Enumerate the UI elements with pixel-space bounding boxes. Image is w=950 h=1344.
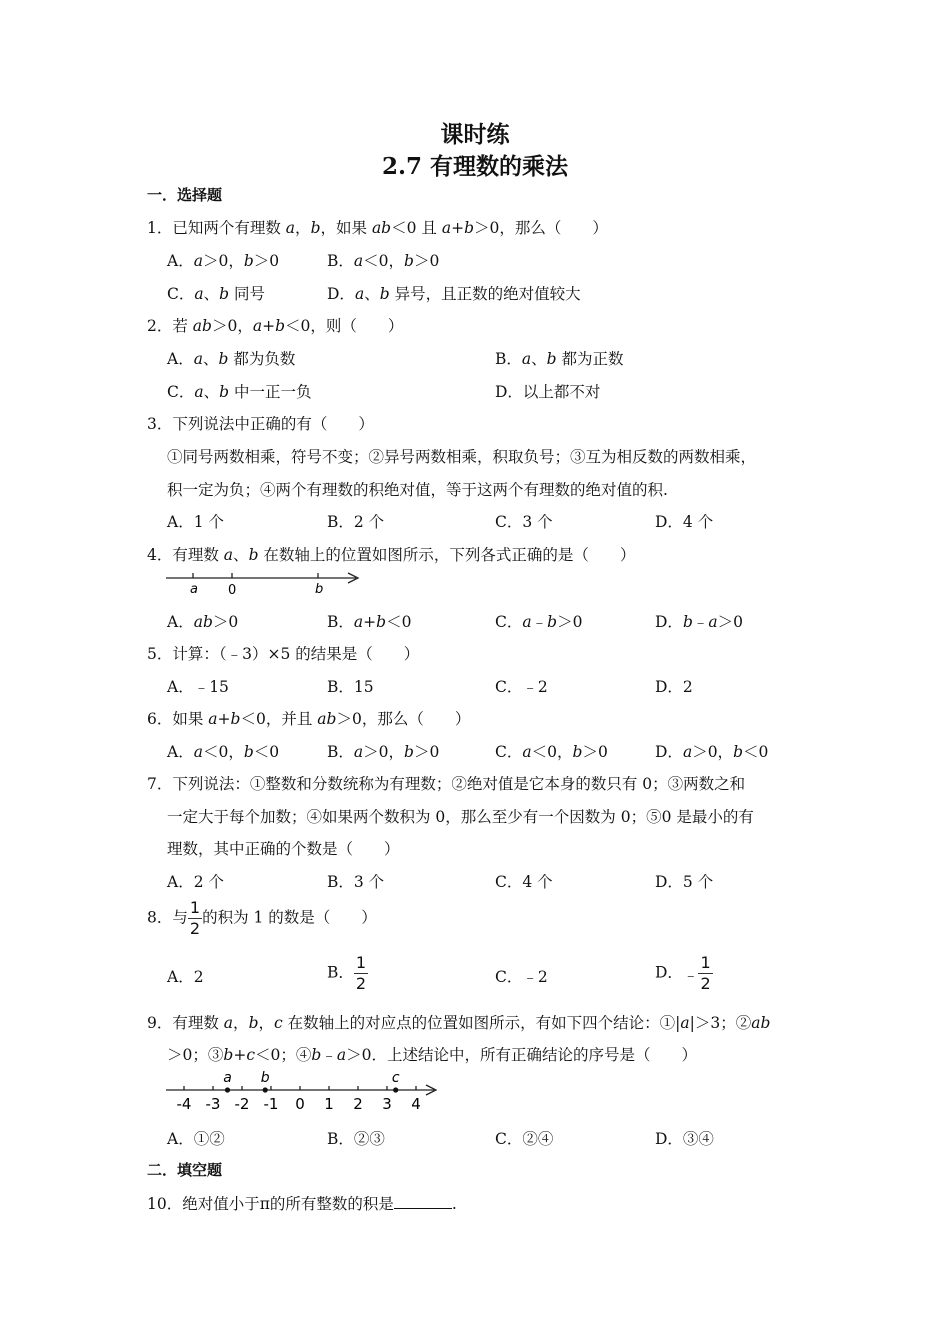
q8-frac-num: 1 [189, 898, 201, 917]
q2-stem: 2．若 ab＞0，a+b＜0，则（ ） [147, 317, 404, 335]
q7-stem-line2: 一定大于每个加数；④如果两个数积为 0，那么至少有一个因数为 0；⑤0 是最小的有 [167, 808, 754, 826]
q9-option-d[interactable]: D．③④ [655, 1130, 714, 1148]
q8-option-a[interactable]: A．2 [167, 968, 204, 986]
q7-option-d[interactable]: D．5 个 [655, 873, 714, 891]
q5-stem: 5．计算：（﹣3）×5 的结果是（ ） [147, 645, 420, 663]
section-choice: 一．选择题 [147, 186, 223, 204]
q7-stem-line1: 7．下列说法：①整数和分数统称为有理数；②绝对值是它本身的数只有 0；③两数之和 [147, 775, 746, 793]
q5-option-a[interactable]: A．﹣15 [167, 678, 229, 696]
q9-tick-label: 1 [324, 1095, 334, 1113]
page-title: 课时练 [440, 121, 510, 148]
q1-option-d[interactable]: D．a、b 异号，且正数的绝对值较大 [327, 285, 581, 303]
q9-point-b [263, 1087, 268, 1092]
q9-point-a [225, 1087, 230, 1092]
q8-option-b-num: 1 [355, 953, 367, 972]
q1-option-a[interactable]: A．a＞0，b＞0 [167, 252, 280, 270]
q6-option-b[interactable]: B．a＞0，b＞0 [327, 743, 440, 761]
q8-option-b-den: 2 [355, 974, 367, 993]
q9-tick-label: 3 [382, 1095, 392, 1113]
q8-fraction [188, 900, 202, 937]
q9-option-b[interactable]: B．②③ [327, 1130, 385, 1148]
q1-stem: 1．已知两个有理数 a，b，如果 ab＜0 且 a+b＞0，那么（ ） [147, 219, 608, 237]
q6-option-a[interactable]: A．a＜0，b＜0 [167, 743, 280, 761]
q2-option-b[interactable]: B．a、b 都为正数 [495, 350, 624, 368]
q5-option-b[interactable]: B．15 [327, 678, 374, 696]
q9-point-c [393, 1087, 398, 1092]
q8-stem-post: 的积为 1 的数是（ ） [202, 908, 377, 927]
q9-number-line [160, 1066, 450, 1116]
q10-answer-blank[interactable] [394, 1194, 452, 1209]
q4-label-zero: 0 [228, 583, 237, 598]
q6-option-d[interactable]: D．a＞0，b＜0 [655, 743, 769, 761]
q9-option-c[interactable]: C．②④ [495, 1130, 554, 1148]
q8-option-d-num: 1 [700, 953, 711, 972]
q5-option-d[interactable]: D．2 [655, 678, 693, 696]
q2-option-c[interactable]: C．a、b 中一正一负 [167, 383, 312, 401]
q7-stem-line3: 理数，其中正确的个数是（ ） [167, 840, 400, 858]
q4-number-line [160, 566, 370, 598]
q9-tick-label: -3 [205, 1095, 221, 1113]
q3-option-c[interactable]: C．3 个 [495, 513, 553, 531]
section-fill-blank: 二．填空题 [147, 1161, 223, 1179]
q1-option-b[interactable]: B．a＜0，b＞0 [327, 252, 440, 270]
q10-stem-post: . [451, 1195, 457, 1213]
q9-tick-label: -4 [176, 1095, 192, 1113]
q9-point-label-a: a [223, 1070, 232, 1086]
q8-option-d-den: 2 [700, 974, 711, 993]
q8-option-b[interactable] [327, 955, 368, 992]
q2-option-a[interactable]: A．a、b 都为负数 [167, 350, 296, 368]
q9-stem-line2: ＞0；③b+c＜0；④b﹣a＞0．上述结论中，所有正确结论的序号是（ ） [167, 1046, 697, 1064]
q9-tick-label: 4 [411, 1095, 421, 1113]
q9-point-label-c: c [391, 1070, 400, 1086]
q3-stem: 3．下列说法中正确的有（ ） [147, 415, 374, 433]
q4-option-d[interactable]: D．b﹣a＞0 [655, 613, 744, 631]
q8-option-b-fraction [354, 955, 368, 992]
q7-option-c[interactable]: C．4 个 [495, 873, 553, 891]
q8-option-d-sign: ﹣ [682, 965, 699, 984]
q9-tick-label: -1 [263, 1095, 279, 1113]
q8-option-d-label: D． [655, 963, 683, 982]
q8-option-d-fraction [698, 955, 712, 992]
q9-tick-label: 0 [295, 1095, 305, 1113]
q4-label-a: a [190, 582, 198, 597]
q6-stem: 6．如果 a+b＜0，并且 ab＞0，那么（ ） [147, 710, 471, 728]
q3-statements-line2: 积一定为负；④两个有理数的积绝对值，等于这两个有理数的绝对值的积. [167, 481, 668, 499]
q7-option-a[interactable]: A．2 个 [167, 873, 224, 891]
q3-option-a[interactable]: A．1 个 [167, 513, 224, 531]
q8-option-d[interactable] [655, 955, 713, 992]
q9-tick-label: 2 [353, 1095, 363, 1113]
q8-option-c[interactable]: C．﹣2 [495, 968, 548, 986]
q5-option-c[interactable]: C．﹣2 [495, 678, 548, 696]
lesson-title: 2.7 有理数的乘法 [381, 153, 569, 180]
q2-option-d[interactable]: D．以上都不对 [495, 383, 601, 401]
q8-frac-den: 2 [189, 919, 201, 938]
q10-stem-pre: 10．绝对值小于π的所有整数的积是 [147, 1195, 394, 1213]
q6-option-c[interactable]: C．a＜0，b＞0 [495, 743, 608, 761]
q3-option-b[interactable]: B．2 个 [327, 513, 385, 531]
q9-stem-line1: 9．有理数 a，b，c 在数轴上的对应点的位置如图所示，有如下四个结论：①|a|＞3；②ab [147, 1014, 771, 1032]
q9-point-label-b: b [260, 1070, 270, 1086]
q4-option-b[interactable]: B．a+b＜0 [327, 613, 412, 631]
q4-stem: 4．有理数 a、b 在数轴上的位置如图所示，下列各式正确的是（ ） [147, 546, 636, 564]
q3-statements-line1: ①同号两数相乘，符号不变；②异号两数相乘，积取负号；③互为相反数的两数相乘， [167, 448, 757, 466]
q9-tick-label: -2 [234, 1095, 250, 1113]
q4-option-c[interactable]: C．a﹣b＞0 [495, 613, 583, 631]
q8-option-b-label: B． [327, 963, 354, 982]
q4-label-b: b [315, 582, 324, 597]
q3-option-d[interactable]: D．4 个 [655, 513, 714, 531]
q9-option-a[interactable]: A．①② [167, 1130, 225, 1148]
q10-stem [147, 1192, 457, 1214]
q8-stem [147, 900, 377, 937]
q8-stem-pre: 8．与 [147, 908, 188, 927]
q4-option-a[interactable]: A．ab＞0 [167, 613, 239, 631]
q1-option-c[interactable]: C．a、b 同号 [167, 285, 266, 303]
q7-option-b[interactable]: B．3 个 [327, 873, 385, 891]
